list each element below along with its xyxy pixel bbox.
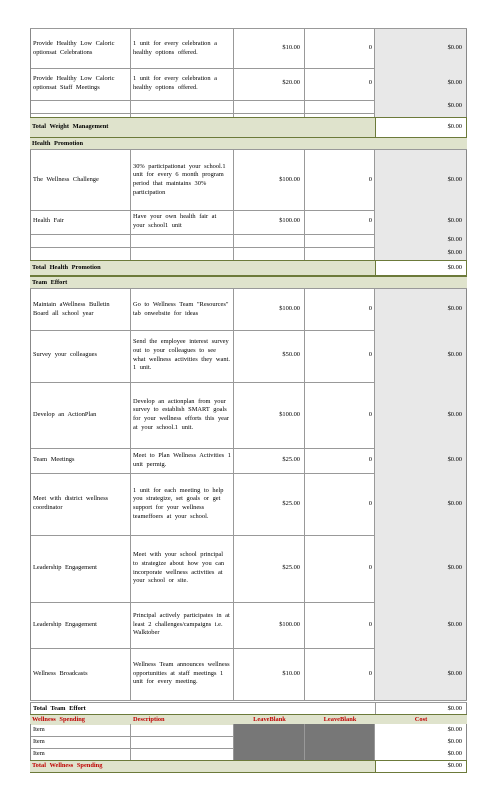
quantity-cell[interactable]: 0 bbox=[368, 351, 372, 359]
cost-cell: $0.00 bbox=[447, 410, 462, 418]
value-cell[interactable]: $100.00 bbox=[279, 620, 300, 628]
description-cell[interactable]: Send the employee interest survey out to your colleagues to see what wellness activities they want. 1 unit. bbox=[133, 338, 230, 372]
table-row[interactable] bbox=[30, 473, 467, 536]
cost-cell: $0.00 bbox=[447, 564, 462, 572]
table-row[interactable] bbox=[30, 234, 467, 248]
value-cell[interactable]: $20.00 bbox=[282, 79, 300, 87]
total-label: Total Wellness Spending bbox=[32, 762, 103, 770]
quantity-cell[interactable]: 0 bbox=[368, 456, 372, 464]
cost-cell: $0.00 bbox=[447, 456, 462, 464]
activity-cell[interactable]: Meet with district wellness coordinator bbox=[33, 495, 109, 511]
description-cell[interactable]: Have your own health fair at your school1 unit bbox=[133, 212, 217, 229]
description-cell[interactable]: 1 unit for every celebration a healthy options offered. bbox=[133, 74, 217, 91]
activity-cell[interactable]: Leadership Engagement bbox=[33, 564, 97, 572]
value-cell[interactable]: $100.00 bbox=[279, 305, 300, 313]
value-cell[interactable]: $10.00 bbox=[282, 44, 300, 52]
cost-cell: $0.00 bbox=[447, 351, 462, 359]
total-health-promotion-row bbox=[30, 260, 467, 276]
quantity-cell[interactable]: 0 bbox=[368, 217, 372, 225]
item-cell[interactable]: Item bbox=[33, 725, 45, 733]
total-label: Total Health Promotion bbox=[32, 263, 101, 271]
description-cell[interactable]: 1 unit for every celebration a healthy options offered. bbox=[133, 39, 217, 56]
activity-cell[interactable]: Leadership Engagement bbox=[33, 620, 97, 628]
table-row[interactable] bbox=[30, 648, 467, 701]
cost-cell: $0.00 bbox=[447, 236, 462, 244]
description-cell[interactable]: Principal actively participates in at least 2 challenges/campaigns i.e. Walktober bbox=[133, 612, 230, 637]
quantity-cell[interactable]: 0 bbox=[368, 669, 372, 677]
value-cell[interactable]: $100.00 bbox=[279, 175, 300, 183]
description-cell[interactable]: Develop an actionplan from your survey to establish SMART goals for your wellness efforts this year at your school.1 unit. bbox=[133, 397, 229, 431]
value-cell[interactable]: $25.00 bbox=[282, 499, 300, 507]
description-cell[interactable]: Go to Wellness Team "Resources" tab onwebsite for ideas bbox=[133, 300, 229, 317]
table-row[interactable] bbox=[30, 535, 467, 603]
cost-cell: $0.00 bbox=[447, 217, 462, 225]
description-cell[interactable]: 30% participationat your school.1 unit for every 6 month program period that maintains 30% participation bbox=[133, 162, 226, 196]
activity-cell[interactable]: The Wellness Challenge bbox=[33, 175, 99, 183]
quantity-cell[interactable]: 0 bbox=[368, 79, 372, 87]
cost-cell[interactable]: $0.00 bbox=[447, 737, 462, 745]
activity-cell[interactable]: Provide Healthy Low Caloric optionsat Staff Meetings bbox=[33, 74, 115, 91]
value-cell[interactable]: $100.00 bbox=[279, 410, 300, 418]
cost-cell: $0.00 bbox=[447, 79, 462, 87]
total-cost: $0.00 bbox=[447, 762, 462, 770]
table-row[interactable] bbox=[30, 28, 467, 69]
value-cell[interactable]: $100.00 bbox=[279, 217, 300, 225]
cost-cell: $0.00 bbox=[447, 499, 462, 507]
value-cell[interactable]: $50.00 bbox=[282, 351, 300, 359]
section-title: Team Effort bbox=[32, 278, 68, 286]
activity-cell[interactable]: Survey your colleagues bbox=[33, 351, 97, 359]
description-cell[interactable]: 1 unit for each meeting to help you strategize, set goals or get support for your wellness teameffoers at your school. bbox=[133, 486, 224, 520]
total-label: Total Team Effort bbox=[33, 704, 86, 712]
table-row[interactable] bbox=[30, 149, 467, 211]
table-row[interactable] bbox=[30, 288, 467, 331]
value-cell[interactable]: $25.00 bbox=[282, 564, 300, 572]
activity-cell[interactable]: Health Fair bbox=[33, 217, 64, 225]
cost-cell[interactable]: $0.00 bbox=[447, 725, 462, 733]
table-row[interactable] bbox=[30, 382, 467, 449]
spending-header-label: Wellness Spending bbox=[32, 715, 85, 723]
description-cell[interactable]: Wellness Team announces wellness opportunities at staff meetings 1 unit for every meeting. bbox=[133, 661, 230, 686]
activity-cell[interactable]: Team Meetings bbox=[33, 456, 75, 464]
activity-cell[interactable]: Develop an ActionPlan bbox=[33, 410, 97, 418]
quantity-cell[interactable]: 0 bbox=[368, 620, 372, 628]
quantity-cell[interactable]: 0 bbox=[368, 305, 372, 313]
total-weight-management-row bbox=[30, 117, 467, 138]
quantity-cell[interactable]: 0 bbox=[368, 499, 372, 507]
value-cell[interactable]: $10.00 bbox=[282, 669, 300, 677]
quantity-cell[interactable]: 0 bbox=[368, 564, 372, 572]
cost-header: Cost bbox=[414, 715, 428, 723]
table-row[interactable] bbox=[30, 329, 467, 383]
activity-cell[interactable]: Maintain aWellness Bulletin Board all school year bbox=[33, 300, 110, 317]
quantity-cell[interactable]: 0 bbox=[368, 410, 372, 418]
table-row[interactable] bbox=[30, 67, 467, 101]
cost-cell[interactable]: $0.00 bbox=[447, 749, 462, 757]
cost-cell: $0.00 bbox=[447, 102, 462, 110]
cost-cell: $0.00 bbox=[447, 249, 462, 257]
value-cell[interactable]: $25.00 bbox=[282, 456, 300, 464]
description-cell[interactable]: Meet with your school principal to strategize about how you can incorporate wellness activities at your school or site. bbox=[133, 551, 225, 585]
cost-cell: $0.00 bbox=[447, 669, 462, 677]
cost-cell: $0.00 bbox=[447, 620, 462, 628]
total-cost: $0.00 bbox=[447, 123, 462, 131]
quantity-cell[interactable]: 0 bbox=[368, 44, 372, 52]
leave-blank-header: LeaveBlank bbox=[253, 715, 286, 723]
description-cell[interactable]: Meet to Plan Wellness Activities 1 unit permtg. bbox=[133, 451, 231, 468]
leave-blank-header: LeaveBlank bbox=[323, 715, 357, 723]
quantity-cell[interactable]: 0 bbox=[368, 175, 372, 183]
total-cost: $0.00 bbox=[447, 704, 462, 712]
section-title: Health Promotion bbox=[32, 139, 84, 147]
table-row[interactable] bbox=[30, 602, 467, 649]
cost-cell: $0.00 bbox=[447, 305, 462, 313]
table-row[interactable] bbox=[30, 247, 467, 261]
activity-cell[interactable]: Wellness Broadcasts bbox=[33, 669, 88, 677]
cost-cell: $0.00 bbox=[447, 44, 462, 52]
description-header: Description bbox=[133, 715, 165, 723]
total-label: Total Weight Management bbox=[32, 123, 109, 131]
item-cell[interactable]: Item bbox=[33, 749, 45, 757]
table-row[interactable] bbox=[30, 100, 467, 114]
total-cost: $0.00 bbox=[447, 263, 462, 271]
item-cell[interactable]: Item bbox=[33, 737, 45, 745]
table-row[interactable] bbox=[30, 448, 467, 474]
table-row[interactable] bbox=[30, 209, 467, 235]
activity-cell[interactable]: Provide Healthy Low Caloric optionsat Celebrations bbox=[33, 39, 115, 56]
total-wellness-spending-row bbox=[30, 760, 467, 773]
cost-cell: $0.00 bbox=[447, 175, 462, 183]
